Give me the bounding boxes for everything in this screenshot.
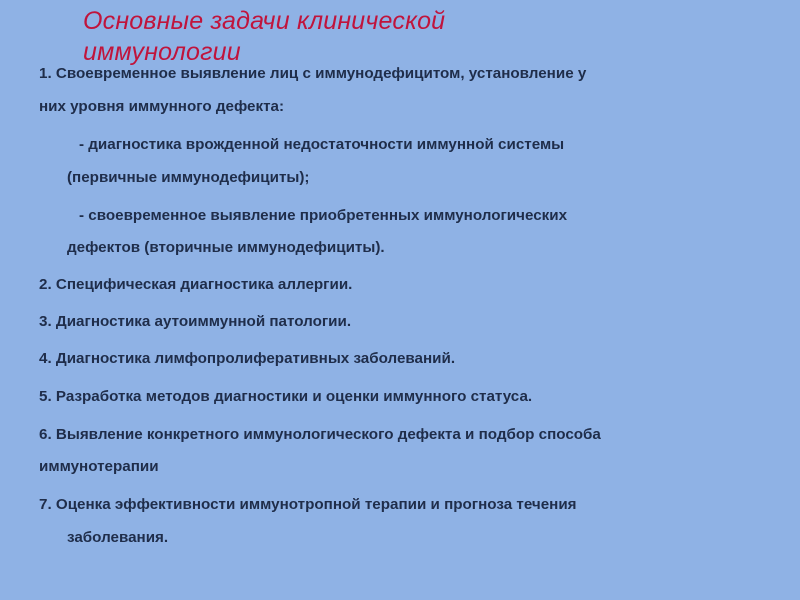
task-7-line-1: 7. Оценка эффективности иммунотропной терапии и прогноза течения	[39, 496, 577, 513]
task-2: 2. Специфическая диагностика аллергии.	[39, 276, 353, 293]
task-7-line-2: заболевания.	[67, 529, 169, 546]
slide-title: Основные задачи клинической иммунологии	[83, 7, 446, 66]
task-1-sub-1-line-1: - диагностика врожденной недостаточности иммунной системы	[79, 136, 565, 153]
task-1-sub-1-line-2: (первичные иммунодефициты);	[67, 169, 310, 186]
task-5: 5. Разработка методов диагностики и оценки иммунного статуса.	[39, 388, 533, 405]
task-6-line-1: 6. Выявление конкретного иммунологического дефекта и подбор способа	[39, 426, 601, 443]
task-4: 4. Диагностика лимфопролиферативных заболеваний.	[39, 350, 456, 367]
task-1-sub-2-line-1: - своевременное выявление приобретенных иммунологических	[79, 207, 568, 224]
task-6-line-2: иммунотерапии	[39, 458, 159, 475]
task-1-line-1: 1. Своевременное выявление лиц с иммунодефицитом, установление у	[39, 65, 587, 82]
task-1-sub-2-line-2: дефектов (вторичные иммунодефициты).	[67, 239, 385, 256]
task-3: 3. Диагностика аутоиммунной патологии.	[39, 313, 352, 330]
task-1-line-2: них уровня иммунного дефекта:	[39, 98, 285, 115]
